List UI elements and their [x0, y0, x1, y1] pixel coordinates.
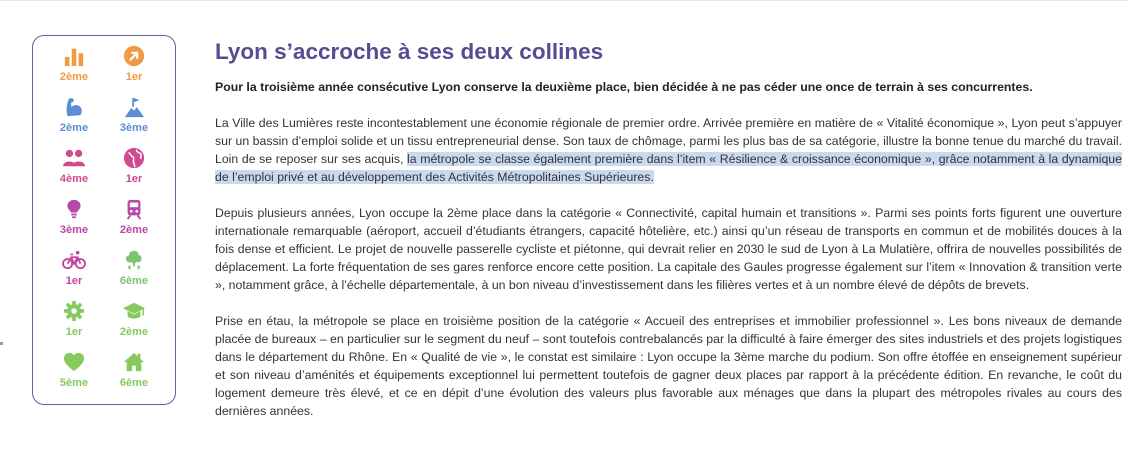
- gear-icon: [63, 300, 85, 322]
- bar-chart-icon: [63, 45, 85, 67]
- globe-icon: [123, 147, 145, 169]
- rank-label: 5ème: [59, 377, 89, 389]
- lightbulb-icon: [63, 198, 85, 220]
- rank-label: 6ème: [119, 275, 149, 287]
- article-lead: Pour la troisième année consécutive Lyon conserve la deuxième place, bien décidée à ne pas céder une once de terrain à ses concurrentes.: [215, 80, 1033, 94]
- rank-item: [114, 147, 154, 185]
- people-icon: [63, 147, 85, 169]
- house-icon: [123, 351, 145, 373]
- rank-item: [114, 198, 154, 236]
- margin-mark: [0, 342, 3, 345]
- rank-item: [54, 96, 94, 134]
- highlighted-text[interactable]: la métropole se classe également première dans l’item « Résilience & croissance économique », grâce notamment à la dynamique de l’emploi privé et au développement des Activités Métropolitaines Supérieures.: [215, 152, 1122, 184]
- rank-label: 3ème: [59, 224, 89, 236]
- rank-item: [54, 147, 94, 185]
- flag-mountain-icon: [123, 96, 145, 118]
- rank-label: 4ème: [59, 173, 89, 185]
- tree-recycle-icon: [123, 249, 145, 271]
- rank-item: [114, 45, 154, 83]
- rank-item: [54, 198, 94, 236]
- arrow-up-right-icon: [123, 45, 145, 67]
- top-divider: [0, 0, 1127, 1]
- paragraph-3: Prise en étau, la métropole se place en troisième position de la catégorie « Accueil des entreprises et immobilier professionnel ». Les bons niveaux de demande placée de bureaux – en particulier sur le segment du neuf – sont toutefois contrebalancés par la difficulté à faire émerger des sites industriels et des projets logistiques dans le département du Rhône. En « Qualité de vie », le constat est similaire : Lyon occupe la 3ème marche du podium. Son offre étoffée en enseignement supérieur et son niveau d’aménités et équipements exceptionnel lui permettent toutefois de gagner deux places par rapport à la précédente édition. En revanche, le coût du logement demeure très élevé, et ce en dépit d’une évolution des valeurs plus favorable aux ménages que dans la plupart des métropoles rivales au cours des dernières années.: [215, 314, 1122, 418]
- rank-label: 1er: [65, 326, 83, 338]
- article: [215, 38, 1122, 420]
- rank-label: 6ème: [119, 377, 149, 389]
- rank-item: [114, 249, 154, 287]
- rank-label: 2ème: [59, 122, 89, 134]
- train-icon: [123, 198, 145, 220]
- graduation-cap-icon: [121, 300, 147, 322]
- paragraph-1-text: La Ville des Lumières reste incontestablement une économie régionale de premier ordre. Arrivée première en matière de « Vitalité économique », Lyon peut s’appuyer sur un bassin d’emploi solide et un tissu entrepreneurial dense. Son taux de chômage, parmi les plus bas de sa catégorie, illustre la bonne tenue du marché du travail. Loin de se reposer sur ses acquis,: [215, 116, 1122, 166]
- rankings-panel: [32, 35, 176, 405]
- rank-item: [54, 300, 94, 338]
- rank-label: 3ème: [119, 122, 149, 134]
- rank-item: [54, 249, 94, 287]
- rank-label: 1er: [125, 173, 143, 185]
- rank-label: 2ème: [119, 326, 149, 338]
- rank-item: [54, 351, 94, 389]
- rank-label: 1er: [125, 71, 143, 83]
- paragraph-1: [215, 114, 1122, 186]
- heart-icon: [63, 351, 85, 373]
- rank-label: 1er: [65, 275, 83, 287]
- rank-item: [114, 351, 154, 389]
- rank-item: [114, 96, 154, 134]
- article-title: Lyon s’accroche à ses deux collines: [215, 39, 604, 64]
- bicycle-icon: [62, 249, 86, 271]
- rank-item: [54, 45, 94, 83]
- flexed-arm-icon: [63, 96, 85, 118]
- rank-label: 2ème: [59, 71, 89, 83]
- rank-label: 2ème: [119, 224, 149, 236]
- rank-item: [114, 300, 154, 338]
- paragraph-2: Depuis plusieurs années, Lyon occupe la 2ème place dans la catégorie « Connectivité, capital humain et transitions ». Parmi ses points forts figurent une ouverture internationale remarquable (aéroport, accueil d’étudiants étrangers, capacité hôtelière, etc.) ainsi qu’un réseau de transports en commun et de mobilités douces à la fois dense et efficient. Le projet de nouvelle passerelle cycliste et piétonne, qui devrait relier en 2030 le sud de Lyon à La Mulatière, offrira de nouvelles possibilités de déplacement. La forte fréquentation de ses gares renforce encore cette position. La capitale des Gaules progresse également sur l’item « Innovation & transition verte », notamment grâce, à l’échelle départementale, à un bon niveau d’investissement dans les filières vertes et à un nombre élevé de dépôts de brevets.: [215, 206, 1122, 292]
